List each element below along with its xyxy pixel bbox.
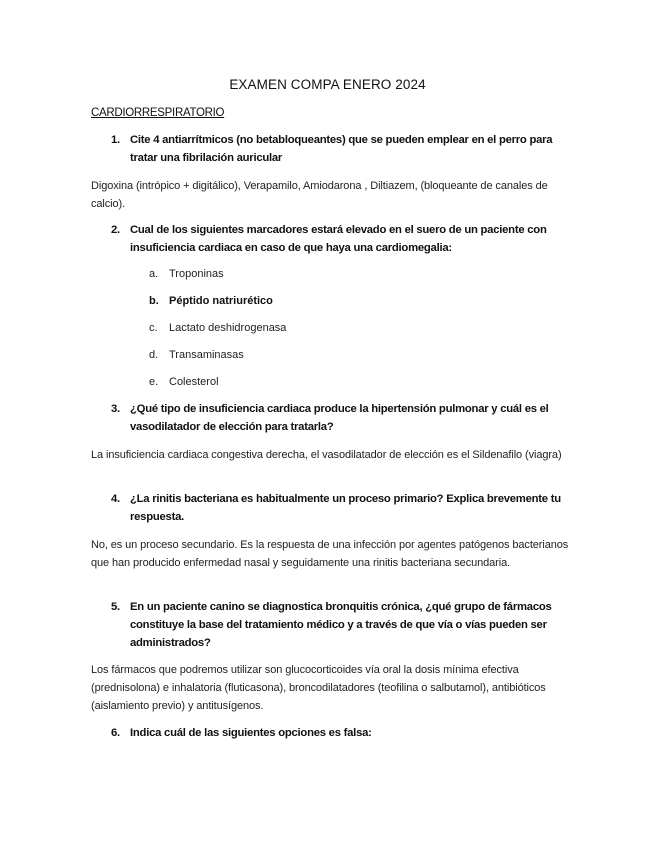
section-heading: CARDIORRESPIRATORIO bbox=[91, 107, 225, 119]
option-text: Colesterol bbox=[169, 376, 219, 388]
question-3 bbox=[111, 400, 571, 436]
option-c bbox=[149, 322, 286, 334]
question-number: 4. bbox=[111, 493, 120, 505]
option-a bbox=[149, 268, 224, 280]
option-letter: a. bbox=[149, 268, 159, 280]
question-4 bbox=[111, 490, 571, 526]
question-1 bbox=[111, 131, 571, 167]
question-number: 6. bbox=[111, 727, 120, 739]
option-text: Lactato deshidrogenasa bbox=[169, 322, 287, 334]
answer-1: Digoxina (intrópico + digitálico), Verapamilo, Amiodarona , Diltiazem, (bloqueante de canales de calcio). bbox=[91, 180, 548, 210]
question-text: Cite 4 antiarrítmicos (no betabloqueantes) que se pueden emplear en el perro para tratar una fibrilación auricular bbox=[130, 134, 553, 164]
question-text: ¿La rinitis bacteriana es habitualmente un proceso primario? Explica brevemente tu respuesta. bbox=[130, 493, 561, 523]
question-5 bbox=[111, 598, 571, 652]
option-e bbox=[149, 376, 219, 388]
question-text: En un paciente canino se diagnostica bronquitis crónica, ¿qué grupo de fármacos constituye la base del tratamiento médico y a través de que vía o vías pueden ser administrados? bbox=[130, 601, 552, 649]
option-text: Troponinas bbox=[169, 268, 224, 280]
question-number: 3. bbox=[111, 403, 120, 415]
question-number: 1. bbox=[111, 134, 120, 146]
answer-3: La insuficiencia cardiaca congestiva derecha, el vasodilatador de elección es el Sildenafilo (viagra) bbox=[91, 449, 562, 461]
option-letter: c. bbox=[149, 322, 158, 334]
question-text: Indica cuál de las siguientes opciones es falsa: bbox=[130, 727, 372, 739]
document-title: EXAMEN COMPA ENERO 2024 bbox=[229, 77, 426, 92]
option-letter: e. bbox=[149, 376, 159, 388]
question-text: ¿Qué tipo de insuficiencia cardiaca produce la hipertensión pulmonar y cuál es el vasodilatador de elección para tratarla? bbox=[130, 403, 549, 433]
option-letter: d. bbox=[149, 349, 159, 361]
option-letter: b. bbox=[149, 295, 159, 307]
question-number: 2. bbox=[111, 224, 120, 236]
question-number: 5. bbox=[111, 601, 120, 613]
answer-5: Los fármacos que podremos utilizar son glucocorticoides vía oral la dosis mínima efectiva (prednisolona) e inhalatoria (fluticasona), broncodilatadores (teofilina o salbutamol), antibióticos (aislamiento previo) y antitusígenos. bbox=[91, 664, 546, 712]
answer-4: No, es un proceso secundario. Es la respuesta de una infección por agentes patógenos bacterianos que han producido enfermedad nasal y seguidamente una rinitis bacteriana secundaria. bbox=[91, 539, 569, 569]
option-text: Transaminasas bbox=[169, 349, 244, 361]
question-2 bbox=[111, 221, 571, 257]
option-d bbox=[149, 349, 244, 361]
option-text: Péptido natriurético bbox=[169, 295, 273, 307]
question-text: Cual de los siguientes marcadores estará elevado en el suero de un paciente con insuficiencia cardiaca en caso de que haya una cardiomegalia: bbox=[130, 224, 547, 254]
option-b-correct bbox=[149, 295, 273, 307]
question-6 bbox=[111, 724, 571, 742]
